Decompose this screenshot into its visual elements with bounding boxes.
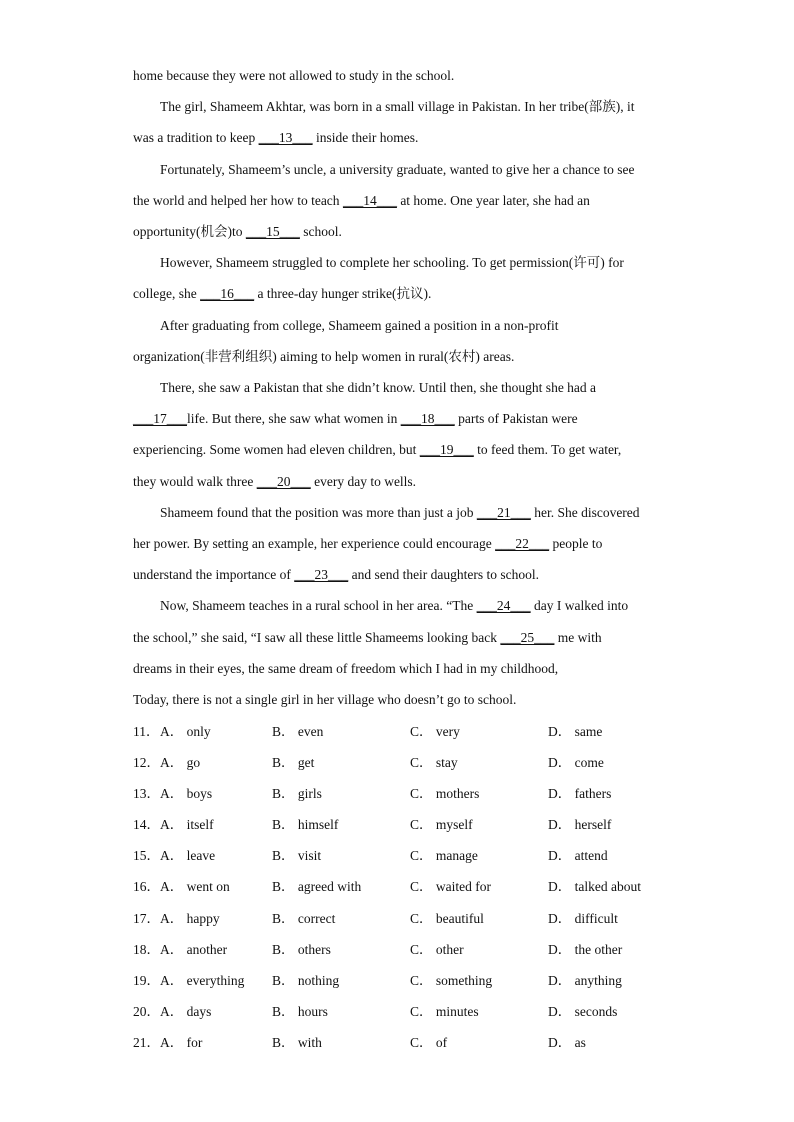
passage-line: [160, 596, 628, 616]
option-d: D． anything: [548, 973, 622, 988]
answer-blank: ___14___: [342, 193, 397, 208]
passage-text: was a tradition to keep: [133, 130, 259, 145]
passage-line: [133, 659, 558, 679]
option-d: D． the other: [548, 942, 623, 957]
passage-line: [160, 503, 640, 523]
option-a: A． went on: [160, 879, 230, 894]
option-c: C． something: [410, 973, 493, 988]
passage-line: [133, 472, 416, 492]
option-d: D． as: [548, 1035, 586, 1050]
option-a: A． another: [160, 942, 228, 957]
passage-text: The girl, Shameem Akhtar, was born in a small village in Pakistan. In her tribe(部族), it: [160, 99, 635, 114]
question-number: 20．: [133, 1004, 160, 1019]
passage-text: me with: [554, 630, 602, 645]
passage-text: inside their homes.: [312, 130, 419, 145]
passage-text: Shameem found that the position was more than just a job: [160, 505, 477, 520]
passage-line: [133, 128, 418, 148]
option-c: C． manage: [410, 848, 478, 863]
passage-text: experiencing. Some women had eleven children, but: [133, 442, 420, 457]
passage-text: to feed them. To get water,: [473, 442, 622, 457]
option-d: D． fathers: [548, 786, 612, 801]
option-b: B． even: [272, 724, 324, 739]
question-number: 16．: [133, 879, 160, 894]
option-b: B． visit: [272, 848, 322, 863]
question-number: 11．: [133, 724, 160, 739]
question-number: 14．: [133, 817, 160, 832]
option-a: A． go: [160, 755, 201, 770]
passage-line: [160, 160, 634, 180]
passage-line: [133, 628, 602, 648]
passage-text: college, she: [133, 286, 201, 301]
option-d: D． difficult: [548, 911, 618, 926]
passage-text: Now, Shameem teaches in a rural school in her area. “The: [160, 598, 477, 613]
passage-line: [133, 440, 621, 460]
option-d: D． same: [548, 724, 603, 739]
passage-line: [133, 565, 539, 585]
passage-text: at home. One year later, she had an: [396, 193, 590, 208]
answer-blank: ___21___: [476, 505, 531, 520]
option-b: B． nothing: [272, 973, 340, 988]
option-a: A． itself: [160, 817, 214, 832]
passage-text: Today, there is not a single girl in her village who doesn’t go to school.: [133, 692, 517, 707]
passage-text: home because they were not allowed to study in the school.: [133, 68, 455, 83]
answer-blank: ___20___: [256, 474, 311, 489]
question-number: 21．: [133, 1035, 160, 1050]
question-number: 15．: [133, 848, 160, 863]
passage-text: and send their daughters to school.: [348, 567, 540, 582]
option-c: C． mothers: [410, 786, 480, 801]
passage-text: There, she saw a Pakistan that she didn’t know. Until then, she thought she had a: [160, 380, 597, 395]
answer-blank: ___19___: [419, 442, 474, 457]
passage-text: her power. By setting an example, her experience could encourage: [133, 536, 496, 551]
answer-blank: ___16___: [200, 286, 255, 301]
option-c: C． beautiful: [410, 911, 484, 926]
passage-text: her. She discovered: [530, 505, 640, 520]
passage-text: school.: [299, 224, 342, 239]
option-b: B． hours: [272, 1004, 328, 1019]
passage-line: [160, 97, 634, 117]
passage-text: day I walked into: [530, 598, 629, 613]
passage-line: [133, 191, 590, 211]
answer-blank: ___23___: [294, 567, 349, 582]
answer-blank: ___18___: [400, 411, 455, 426]
option-a: A． happy: [160, 911, 220, 926]
option-c: C． myself: [410, 817, 473, 832]
passage-text: However, Shameem struggled to complete her schooling. To get permission(许可) for: [160, 255, 624, 270]
passage-text: people to: [549, 536, 603, 551]
passage-text: they would walk three: [133, 474, 257, 489]
passage-line: [133, 222, 342, 242]
option-c: C． other: [410, 942, 464, 957]
passage-text: the world and helped her how to teach: [133, 193, 343, 208]
question-number: 13．: [133, 786, 160, 801]
passage-text: understand the importance of: [133, 567, 295, 582]
option-b: B． get: [272, 755, 315, 770]
option-b: B． correct: [272, 911, 336, 926]
answer-blank: ___13___: [258, 130, 313, 145]
passage-line: [160, 378, 596, 398]
passage-text: parts of Pakistan were: [454, 411, 578, 426]
option-d: D． seconds: [548, 1004, 618, 1019]
passage-line: [133, 534, 602, 554]
passage-text: opportunity(机会)to: [133, 224, 246, 239]
option-c: C． very: [410, 724, 460, 739]
option-b: B． girls: [272, 786, 322, 801]
option-c: C． stay: [410, 755, 458, 770]
passage-text: After graduating from college, Shameem gained a position in a non-profit: [160, 318, 559, 333]
question-number: 19．: [133, 973, 160, 988]
passage-text: life. But there, she saw what women in: [187, 411, 401, 426]
option-d: D． attend: [548, 848, 608, 863]
option-b: B． with: [272, 1035, 322, 1050]
option-c: C． minutes: [410, 1004, 479, 1019]
option-b: B． himself: [272, 817, 339, 832]
option-a: A． leave: [160, 848, 216, 863]
option-a: A． for: [160, 1035, 203, 1050]
option-a: A． only: [160, 724, 211, 739]
answer-blank: ___25___: [500, 630, 555, 645]
question-number: 12．: [133, 755, 160, 770]
passage-text: dreams in their eyes, the same dream of freedom which I had in my childhood,: [133, 661, 559, 676]
passage-line: [160, 316, 559, 336]
answer-blank: ___22___: [495, 536, 550, 551]
passage-text: Fortunately, Shameem’s uncle, a university graduate, wanted to give her a chance to see: [160, 162, 635, 177]
passage-text: a three-day hunger strike(抗议).: [254, 286, 432, 301]
option-a: A． days: [160, 1004, 212, 1019]
question-number: 18．: [133, 942, 160, 957]
passage-line: [133, 284, 431, 304]
answer-blank: ___24___: [476, 598, 531, 613]
option-d: D． herself: [548, 817, 612, 832]
answer-blank: ___15___: [245, 224, 300, 239]
option-a: A． everything: [160, 973, 245, 988]
option-c: C． of: [410, 1035, 448, 1050]
passage-line: [133, 690, 516, 710]
passage-line: [160, 253, 624, 273]
option-c: C． waited for: [410, 879, 491, 894]
passage-line: [133, 66, 454, 86]
option-b: B． others: [272, 942, 331, 957]
passage-text: organization(非营利组织) aiming to help women in rural(农村) areas.: [133, 349, 515, 364]
option-b: B． agreed with: [272, 879, 362, 894]
passage-line: [133, 347, 514, 367]
option-d: D． come: [548, 755, 604, 770]
option-a: A． boys: [160, 786, 213, 801]
passage-text: every day to wells.: [310, 474, 417, 489]
question-number: 17．: [133, 911, 160, 926]
passage-text: the school,” she said, “I saw all these little Shameems looking back: [133, 630, 501, 645]
option-d: D． talked about: [548, 879, 641, 894]
answer-blank: ___17___: [133, 411, 187, 426]
passage-line: [133, 409, 578, 429]
